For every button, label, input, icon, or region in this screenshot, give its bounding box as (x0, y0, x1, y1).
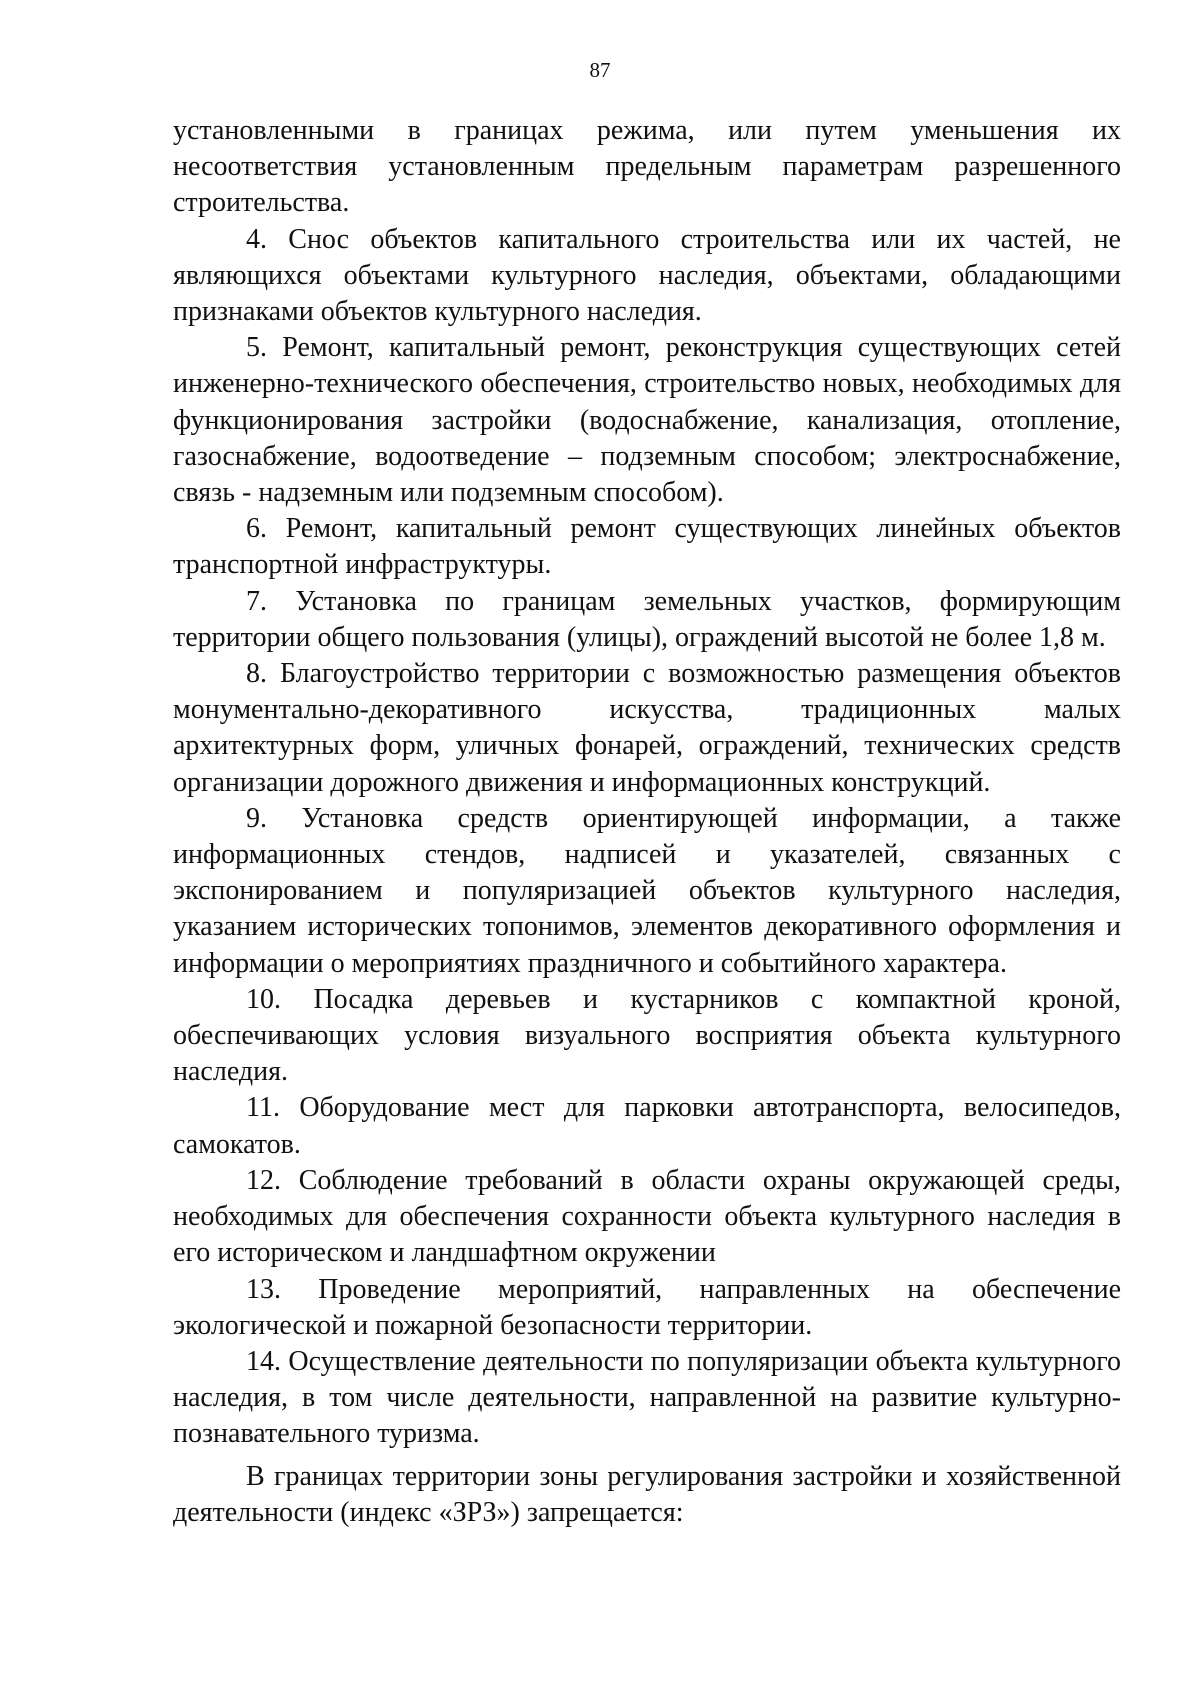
paragraph-item-7: 7. Установка по границам земельных участков, формирующим территории общего пользования (улицы), ограждений высотой не более 1,8 м. (173, 585, 1121, 653)
paragraph-item-12: 12. Соблюдение требований в области охраны окружающей среды, необходимых для обеспечения сохранности объекта культурного наследия в его историческом и ландшафтном окружении (173, 1164, 1121, 1269)
page-number: 87 (589, 58, 611, 82)
paragraph-item-14: 14. Осуществление деятельности по популяризации объекта культурного наследия, в том числе деятельности, направленной на развитие культурно-познавательного туризма. (173, 1345, 1121, 1450)
paragraph-item-9: 9. Установка средств ориентирующей информации, а также информационных стендов, надписей и указателей, связанных с экспонированием и популяризацией объектов культурного наследия, указанием исторических топонимов, элементов декоративного оформления и информации о мероприятиях праздничного и событийного характера. (173, 802, 1121, 979)
paragraph-item-8: 8. Благоустройство территории с возможностью размещения объектов монументально-декоративного искусства, традиционных малых архитектурных форм, уличных фонарей, ограждений, технических средств организации дорожного движения и информационных конструкций. (173, 658, 1121, 798)
paragraph-item-11: 11. Оборудование мест для парковки автотранспорта, велосипедов, самокатов. (173, 1092, 1121, 1160)
paragraph-continuation: установленными в границах режима, или путем уменьшения их несоответствия установленным предельным параметрам разрешенного строительства. (173, 115, 1121, 219)
paragraph-item-4: 4. Снос объектов капитального строительства или их частей, не являющихся объектами культурного наследия, объектами, обладающими признаками объектов культурного наследия. (173, 223, 1121, 328)
paragraph-zrz-intro: В границах территории зоны регулирования застройки и хозяйственной деятельности (индекс «ЗРЗ») запрещается: (173, 1460, 1121, 1528)
paragraph-item-6: 6. Ремонт, капитальный ремонт существующих линейных объектов транспортной инфраструктуры. (173, 513, 1121, 581)
paragraph-item-10: 10. Посадка деревьев и кустарников с компактной кроной, обеспечивающих условия визуального восприятия объекта культурного наследия. (173, 983, 1121, 1088)
paragraph-item-5: 5. Ремонт, капитальный ремонт, реконструкция существующих сетей инженерно-технического обеспечения, строительство новых, необходимых для функционирования застройки (водоснабжение, канализация, отопление, газоснабжение, водоотведение – подземным способом; электроснабжение, связь - надземным или подземным способом). (173, 332, 1121, 509)
document-body (173, 113, 1121, 1531)
paragraph-item-13: 13. Проведение мероприятий, направленных на обеспечение экологической и пожарной безопасности территории. (173, 1273, 1121, 1341)
